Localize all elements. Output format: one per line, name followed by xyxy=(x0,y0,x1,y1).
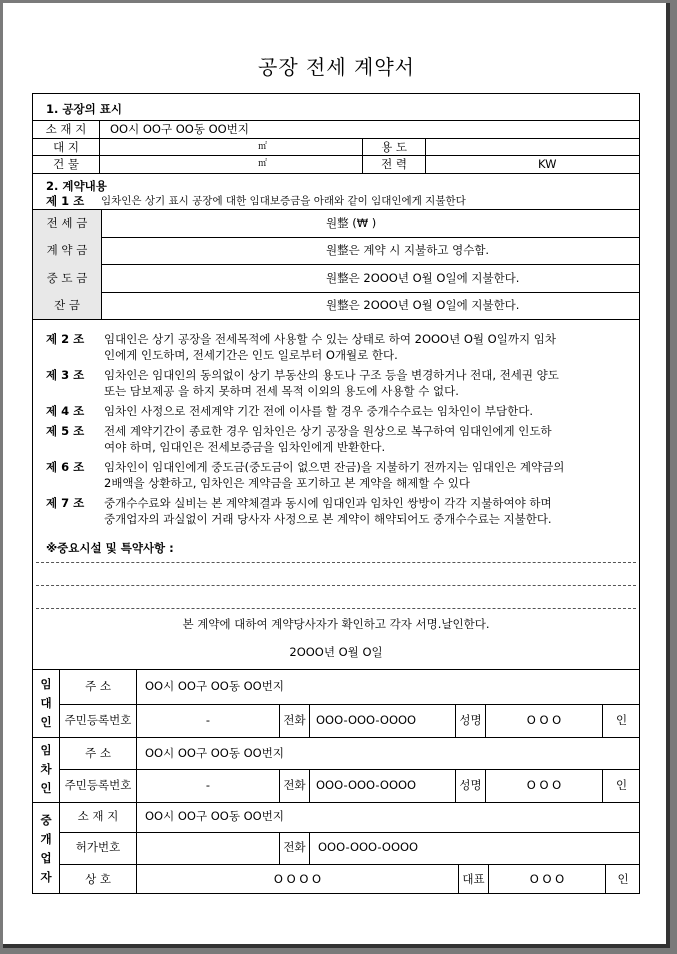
lessor-address-label: 주 소 xyxy=(85,679,111,693)
article-num: 제 5 조 xyxy=(46,424,85,438)
article-line: 전세 계약기간이 종료한 경우 임차인은 상기 공장을 원상으로 복구하여 임대인에게 인도하 xyxy=(104,424,552,438)
land-unit: ㎡ xyxy=(258,142,268,152)
broker-role-char: 중 xyxy=(40,813,52,827)
lessee-seal: 인 xyxy=(615,778,628,792)
lessor-id-label: 주민등록번호 xyxy=(64,713,132,727)
lessor-phone: OOO-OOO-OOOO xyxy=(316,713,417,727)
payment-value: 원整은 2OOO년 O월 O일에 지불한다. xyxy=(326,271,520,285)
broker-role-char: 개 xyxy=(40,832,52,846)
lessee-name: O O O xyxy=(526,778,562,792)
building-label: 건 물 xyxy=(53,157,79,171)
article xyxy=(46,403,636,419)
payment-label: 계 약 금 xyxy=(46,243,88,257)
payment-value: 원整은 계약 시 지불하고 영수함. xyxy=(326,243,490,257)
payment-label: 전 세 금 xyxy=(46,216,88,230)
broker-phone-label: 전화 xyxy=(283,840,306,854)
confirm-text: 본 계약에 대하여 계약당사자가 확인하고 각자 서명.날인한다. xyxy=(182,617,490,631)
power-unit: KW xyxy=(538,157,557,171)
location-label: 소 재 지 xyxy=(45,122,87,136)
use-label: 용 도 xyxy=(381,140,407,154)
broker-phone: OOO-OOO-OOOO xyxy=(318,840,419,854)
article-line: 임차인이 임대인에게 중도금(중도금이 없으면 잔금)을 지불하기 전까지는 임대인은 계약금의 xyxy=(104,460,565,474)
lessor-role-char: 대 xyxy=(40,696,52,710)
article1-text: 임차인은 상기 표시 공장에 대한 임대보증금을 아래와 같이 임대인에게 지불한다 xyxy=(101,195,466,207)
broker-location-label: 소 재 지 xyxy=(77,809,119,823)
lessee-address: OO시 OO구 OO동 OO번지 xyxy=(145,746,284,760)
special-terms-label: ※중요시설 및 특약사항 : xyxy=(46,541,174,555)
power-label: 전 력 xyxy=(381,157,407,171)
building-unit: ㎡ xyxy=(258,159,268,169)
article-line: 여야 하며, 임대인은 전세보증금을 임차인에게 반환한다. xyxy=(104,440,386,454)
article-line: 중개업자의 과실없이 거래 당사자 사정으로 본 계약이 해약되어도 중개수수료는 지불한다. xyxy=(104,512,552,526)
article xyxy=(46,423,636,455)
lessee-name-label: 성명 xyxy=(459,778,482,792)
broker-firm-label: 상 호 xyxy=(85,872,111,886)
lessee-role-char: 임 xyxy=(40,743,52,757)
article-num: 제 6 조 xyxy=(46,460,85,474)
lessor-seal: 인 xyxy=(615,713,628,727)
broker-role-char: 자 xyxy=(40,870,52,884)
article-line: 임차인 사정으로 전세계약 기간 전에 이사를 할 경우 중개수수료는 임차인이 부담한다. xyxy=(104,404,534,418)
lessee-role-char: 차 xyxy=(40,762,52,776)
article-line: 중개수수료와 실비는 본 계약체결과 동시에 임대인과 임차인 쌍방이 각각 지불하여야 하며 xyxy=(104,496,552,510)
lessee-address-label: 주 소 xyxy=(85,746,111,760)
broker-role-char: 업 xyxy=(40,851,52,865)
lessor-address: OO시 OO구 OO동 OO번지 xyxy=(145,679,284,693)
article-line: 또는 담보제공 을 하지 못하며 전세 목적 이외의 용도에 사용할 수 없다. xyxy=(104,384,459,398)
article xyxy=(46,459,636,491)
broker-seal: 인 xyxy=(617,872,629,886)
article-line: 인에게 인도하며, 전세기간은 인도 일로부터 O개월로 한다. xyxy=(104,348,398,362)
broker-rep: O O O xyxy=(529,872,565,886)
lessee-phone: OOO-OOO-OOOO xyxy=(316,778,417,792)
article xyxy=(46,367,636,399)
lessor-phone-label: 전화 xyxy=(283,713,306,727)
document-title: 공장 전세 계약서 xyxy=(258,55,415,79)
broker-license-label: 허가번호 xyxy=(75,840,121,854)
lessor-id-value: - xyxy=(205,713,211,727)
article1-num: 제 1 조 xyxy=(46,194,85,208)
lessor-name: O O O xyxy=(526,713,562,727)
broker-firm: O O O O xyxy=(273,872,322,886)
broker-location: OO시 OO구 OO동 OO번지 xyxy=(145,809,284,823)
section1-heading: 1. 공장의 표시 xyxy=(46,102,122,116)
article xyxy=(46,331,636,363)
article-num: 제 2 조 xyxy=(46,332,85,346)
lessee-phone-label: 전화 xyxy=(283,778,306,792)
payment-value: 원整은 2OOO년 O월 O일에 지불한다. xyxy=(326,298,520,312)
lessor-role-char: 인 xyxy=(40,715,52,729)
article-line: 2배액을 상환하고, 임차인은 계약금을 포기하고 본 계약을 해제할 수 있다 xyxy=(104,476,471,490)
lessor-role-char: 임 xyxy=(40,677,52,691)
payment-label: 잔 금 xyxy=(54,298,80,312)
article-num: 제 7 조 xyxy=(46,496,85,510)
lessor-name-label: 성명 xyxy=(459,713,482,727)
lessee-id-value: - xyxy=(205,778,211,792)
broker-rep-label: 대표 xyxy=(462,872,485,886)
land-label: 대 지 xyxy=(53,140,79,154)
location-value: OO시 OO구 OO동 OO번지 xyxy=(110,122,249,136)
payment-label: 중 도 금 xyxy=(46,271,88,285)
article-line: 임차인은 임대인의 동의없이 상기 부동산의 용도나 구조 등을 변경하거나 전대, 전세권 양도 xyxy=(104,368,559,382)
article xyxy=(46,495,636,527)
lessee-role-char: 인 xyxy=(40,781,52,795)
contract-frame xyxy=(32,93,640,894)
payment-value: 원整 (₩ ) xyxy=(326,216,377,230)
article-num: 제 3 조 xyxy=(46,368,85,382)
article-line: 임대인은 상기 공장을 전세목적에 사용할 수 있는 상태로 하여 2OOO년 O월 O일까지 임차 xyxy=(104,332,556,346)
article-num: 제 4 조 xyxy=(46,404,85,418)
lessee-id-label: 주민등록번호 xyxy=(64,778,132,792)
section2-heading: 2. 계약내용 xyxy=(46,179,107,193)
contract-date: 2OOO년 O월 O일 xyxy=(289,645,383,659)
